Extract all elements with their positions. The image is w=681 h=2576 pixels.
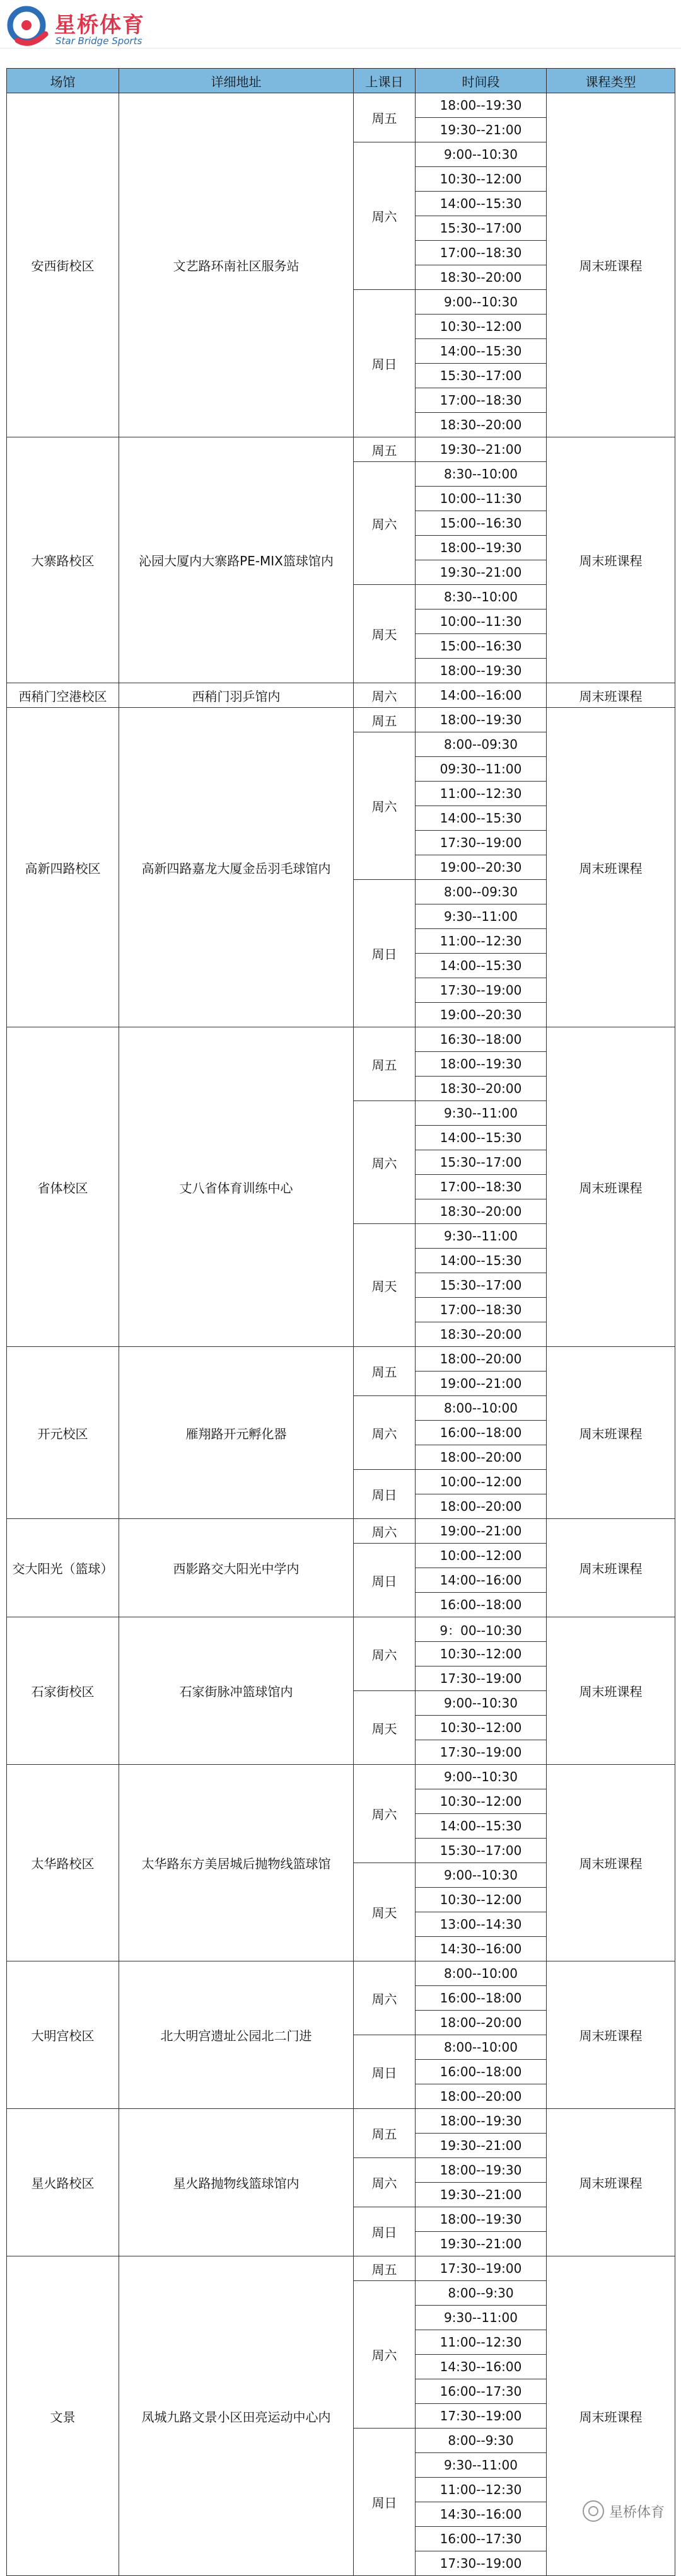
venue-name-cell: 安西街校区 (7, 93, 119, 437)
time-slot-cell: 18:00--19:30 (416, 93, 547, 118)
time-slot-cell: 17:30--19:00 (416, 2256, 547, 2281)
time-slot-cell: 15:30--17:00 (416, 216, 547, 241)
time-slot-cell: 10:30--12:00 (416, 1888, 547, 1912)
venue-name-cell: 文景 (7, 2256, 119, 2576)
time-slot-cell: 8:00--10:00 (416, 1961, 547, 1986)
time-slot-cell: 14:00--15:30 (416, 192, 547, 216)
time-slot-cell: 16:00--17:30 (416, 2379, 547, 2404)
time-slot-cell: 11:00--12:30 (416, 2478, 547, 2502)
time-slot-cell: 18:00--19:30 (416, 659, 547, 683)
class-day-cell: 周五 (354, 708, 416, 732)
time-slot-cell: 13:00--14:30 (416, 1912, 547, 1937)
time-slot-cell: 14:30--16:00 (416, 2355, 547, 2379)
column-header-address: 详细地址 (119, 69, 354, 93)
time-slot-cell: 16:00--17:30 (416, 2527, 547, 2551)
class-day-cell: 周天 (354, 585, 416, 683)
venue-address-cell: 丈八省体育训练中心 (119, 1027, 354, 1347)
time-slot-cell: 18:00--19:30 (416, 2158, 547, 2183)
time-slot-cell: 18:30--20:00 (416, 265, 547, 290)
time-slot-cell: 9:30--11:00 (416, 2453, 547, 2478)
class-day-cell: 周六 (354, 1617, 416, 1691)
time-slot-cell: 9:00--10:30 (416, 142, 547, 167)
class-day-cell: 周六 (354, 1101, 416, 1224)
time-slot-cell: 16:00--18:00 (416, 1421, 547, 1445)
brand-name-en: Star Bridge Sports (55, 35, 143, 47)
time-slot-cell: 19:30--21:00 (416, 437, 547, 462)
column-header-day: 上课日 (354, 69, 416, 93)
venue-name-cell: 大明宫校区 (7, 1961, 119, 2109)
venue-name-cell: 星火路校区 (7, 2109, 119, 2256)
time-slot-cell: 9:30--11:00 (416, 904, 547, 929)
time-slot-cell: 8:00--09:30 (416, 880, 547, 904)
time-slot-cell: 9:00--10:30 (416, 1765, 547, 1789)
time-slot-cell: 18:30--20:00 (416, 1322, 547, 1347)
class-day-cell: 周六 (354, 2281, 416, 2429)
venue-name-cell: 高新四路校区 (7, 708, 119, 1027)
time-slot-cell: 15:30--17:00 (416, 364, 547, 388)
table-row (7, 1765, 675, 1789)
column-header-type: 课程类型 (547, 69, 675, 93)
time-slot-cell: 10:30--12:00 (416, 315, 547, 339)
time-slot-cell: 10:30--12:00 (416, 1789, 547, 1814)
time-slot-cell: 9:30--11:00 (416, 2306, 547, 2330)
time-slot-cell: 9:30--11:00 (416, 1224, 547, 1249)
time-slot-cell: 9:30--11:00 (416, 1101, 547, 1126)
venue-address-cell: 凤城九路文景小区田亮运动中心内 (119, 2256, 354, 2576)
class-day-cell: 周五 (354, 93, 416, 142)
course-type-cell: 周末班课程 (547, 683, 675, 708)
table-header-row (7, 69, 675, 93)
time-slot-cell: 8:00--9:30 (416, 2429, 547, 2453)
course-type-cell: 周末班课程 (547, 1519, 675, 1617)
class-day-cell: 周五 (354, 1027, 416, 1101)
time-slot-cell: 14:30--16:00 (416, 1937, 547, 1961)
class-day-cell: 周六 (354, 142, 416, 290)
time-slot-cell: 10:30--12:00 (416, 1642, 547, 1666)
class-day-cell: 周六 (354, 732, 416, 880)
class-day-cell: 周天 (354, 1224, 416, 1347)
time-slot-cell: 15:30--17:00 (416, 1150, 547, 1175)
wechat-icon (583, 2500, 604, 2522)
time-slot-cell: 14:00--15:30 (416, 339, 547, 364)
venue-name-cell: 大寨路校区 (7, 437, 119, 683)
time-slot-cell: 11:00--12:30 (416, 2330, 547, 2355)
venue-address-cell: 西稍门羽乒馆内 (119, 683, 354, 708)
course-type-cell: 周末班课程 (547, 1961, 675, 2109)
time-slot-cell: 19:30--21:00 (416, 2134, 547, 2158)
venue-name-cell: 太华路校区 (7, 1765, 119, 1961)
class-day-cell: 周日 (354, 880, 416, 1027)
venue-address-cell: 高新四路嘉龙大厦金岳羽毛球馆内 (119, 708, 354, 1027)
time-slot-cell: 18:30--20:00 (416, 1199, 547, 1224)
time-slot-cell: 18:00--19:30 (416, 2109, 547, 2134)
table-row (7, 683, 675, 708)
time-slot-cell: 14:00--15:30 (416, 806, 547, 831)
time-slot-cell: 17:30--19:00 (416, 2551, 547, 2576)
time-slot-cell: 17:30--19:00 (416, 1740, 547, 1765)
time-slot-cell: 9:00--10:30 (416, 1691, 547, 1716)
time-slot-cell: 14:00--15:30 (416, 1249, 547, 1273)
time-slot-cell: 9：00--10:30 (416, 1617, 547, 1642)
time-slot-cell: 16:00--18:00 (416, 1986, 547, 2011)
time-slot-cell: 19:30--21:00 (416, 118, 547, 142)
time-slot-cell: 14:00--15:30 (416, 1814, 547, 1839)
time-slot-cell: 17:00--18:30 (416, 1175, 547, 1199)
time-slot-cell: 15:00--16:30 (416, 511, 547, 536)
class-day-cell: 周六 (354, 1961, 416, 2035)
class-day-cell: 周天 (354, 1863, 416, 1961)
class-day-cell: 周五 (354, 1347, 416, 1396)
class-day-cell: 周日 (354, 2429, 416, 2576)
class-day-cell: 周六 (354, 1519, 416, 1544)
course-type-cell: 周末班课程 (547, 708, 675, 1027)
time-slot-cell: 17:00--18:30 (416, 241, 547, 265)
class-day-cell: 周日 (354, 290, 416, 437)
column-header-time: 时间段 (416, 69, 547, 93)
brand-name-cn: 星桥体育 (54, 13, 145, 38)
time-slot-cell: 17:30--19:00 (416, 831, 547, 855)
class-day-cell: 周六 (354, 683, 416, 708)
wechat-watermark (579, 2498, 668, 2524)
class-day-cell: 周日 (354, 2207, 416, 2256)
venue-address-cell: 北大明宫遗址公园北二门进 (119, 1961, 354, 2109)
table-row (7, 1027, 675, 1052)
venue-address-cell: 西影路交大阳光中学内 (119, 1519, 354, 1617)
time-slot-cell: 18:30--20:00 (416, 1077, 547, 1101)
table-body (7, 93, 675, 2576)
time-slot-cell: 16:00--18:00 (416, 2060, 547, 2084)
course-type-cell: 周末班课程 (547, 1617, 675, 1765)
time-slot-cell: 18:00--20:00 (416, 1347, 547, 1372)
table-row (7, 708, 675, 732)
time-slot-cell: 15:30--17:00 (416, 1273, 547, 1298)
class-day-cell: 周六 (354, 2158, 416, 2207)
time-slot-cell: 09:30--11:00 (416, 757, 547, 782)
table-row (7, 2109, 675, 2134)
class-day-cell: 周六 (354, 1396, 416, 1470)
time-slot-cell: 14:00--15:30 (416, 954, 547, 978)
table-row (7, 1617, 675, 1642)
venue-address-cell: 石家街脉冲篮球馆内 (119, 1617, 354, 1765)
course-type-cell: 周末班课程 (547, 2109, 675, 2256)
time-slot-cell: 15:30--17:00 (416, 1839, 547, 1863)
time-slot-cell: 19:00--20:30 (416, 1003, 547, 1027)
time-slot-cell: 17:00--18:30 (416, 1298, 547, 1322)
time-slot-cell: 15:00--16:30 (416, 634, 547, 659)
table-row (7, 2256, 675, 2281)
table-row (7, 1961, 675, 1986)
time-slot-cell: 14:30--16:00 (416, 2502, 547, 2527)
time-slot-cell: 19:30--21:00 (416, 560, 547, 585)
time-slot-cell: 11:00--12:30 (416, 929, 547, 954)
table-row (7, 437, 675, 462)
time-slot-cell: 19:00--20:30 (416, 855, 547, 880)
course-type-cell: 周末班课程 (547, 1027, 675, 1347)
time-slot-cell: 14:00--15:30 (416, 1126, 547, 1150)
time-slot-cell: 18:00--19:30 (416, 1052, 547, 1077)
time-slot-cell: 18:00--20:00 (416, 2011, 547, 2035)
course-type-cell: 周末班课程 (547, 1347, 675, 1519)
venue-name-cell: 交大阳光（篮球） (7, 1519, 119, 1617)
course-type-cell: 周末班课程 (547, 93, 675, 437)
table-row (7, 93, 675, 118)
venue-name-cell: 石家街校区 (7, 1617, 119, 1765)
course-type-cell: 周末班课程 (547, 2256, 675, 2576)
table-row (7, 1347, 675, 1372)
class-day-cell: 周六 (354, 462, 416, 585)
header-divider (0, 48, 681, 49)
venue-name-cell: 开元校区 (7, 1347, 119, 1519)
time-slot-cell: 16:00--18:00 (416, 1593, 547, 1617)
time-slot-cell: 8:00--10:00 (416, 1396, 547, 1421)
time-slot-cell: 8:00--9:30 (416, 2281, 547, 2306)
time-slot-cell: 11:00--12:30 (416, 782, 547, 806)
class-day-cell: 周五 (354, 437, 416, 462)
time-slot-cell: 8:30--10:00 (416, 585, 547, 609)
course-type-cell: 周末班课程 (547, 1765, 675, 1961)
venue-name-cell: 省体校区 (7, 1027, 119, 1347)
venue-address-cell: 文艺路环南社区服务站 (119, 93, 354, 437)
time-slot-cell: 17:30--19:00 (416, 978, 547, 1003)
time-slot-cell: 18:00--19:30 (416, 536, 547, 560)
time-slot-cell: 9:00--10:30 (416, 290, 547, 315)
time-slot-cell: 10:00--12:00 (416, 1470, 547, 1494)
time-slot-cell: 10:00--11:30 (416, 609, 547, 634)
venue-address-cell: 雁翔路开元孵化器 (119, 1347, 354, 1519)
class-day-cell: 周日 (354, 1470, 416, 1519)
time-slot-cell: 10:30--12:00 (416, 167, 547, 192)
page-header (0, 0, 681, 63)
venue-name-cell: 西稍门空港校区 (7, 683, 119, 708)
time-slot-cell: 17:00--18:30 (416, 388, 547, 413)
watermark-text: 星桥体育 (608, 2504, 665, 2521)
time-slot-cell: 9:00--10:30 (416, 1863, 547, 1888)
venue-address-cell: 沁园大厦内大寨路PE-MIX篮球馆内 (119, 437, 354, 683)
time-slot-cell: 10:30--12:00 (416, 1716, 547, 1740)
time-slot-cell: 8:00--10:00 (416, 2035, 547, 2060)
schedule-table (6, 68, 675, 2576)
time-slot-cell: 18:00--19:30 (416, 708, 547, 732)
venue-address-cell: 星火路抛物线篮球馆内 (119, 2109, 354, 2256)
time-slot-cell: 10:00--11:30 (416, 487, 547, 511)
venue-address-cell: 太华路东方美居城后抛物线篮球馆 (119, 1765, 354, 1961)
class-day-cell: 周日 (354, 2035, 416, 2109)
time-slot-cell: 18:00--20:00 (416, 1494, 547, 1519)
time-slot-cell: 10:00--12:00 (416, 1544, 547, 1568)
class-day-cell: 周日 (354, 1544, 416, 1617)
time-slot-cell: 19:30--21:00 (416, 2232, 547, 2256)
time-slot-cell: 18:30--20:00 (416, 413, 547, 437)
time-slot-cell: 19:30--21:00 (416, 2183, 547, 2207)
time-slot-cell: 17:30--19:00 (416, 2404, 547, 2429)
time-slot-cell: 19:00--21:00 (416, 1372, 547, 1396)
time-slot-cell: 18:00--20:00 (416, 2084, 547, 2109)
time-slot-cell: 14:00--16:00 (416, 683, 547, 708)
time-slot-cell: 18:00--20:00 (416, 1445, 547, 1470)
time-slot-cell: 14:00--16:00 (416, 1568, 547, 1593)
logo-mark-icon (5, 4, 54, 52)
class-day-cell: 周六 (354, 1765, 416, 1863)
brand-logo (5, 4, 188, 54)
course-type-cell: 周末班课程 (547, 437, 675, 683)
time-slot-cell: 8:30--10:00 (416, 462, 547, 487)
time-slot-cell: 18:00--19:30 (416, 2207, 547, 2232)
time-slot-cell: 17:30--19:00 (416, 1666, 547, 1691)
time-slot-cell: 16:30--18:00 (416, 1027, 547, 1052)
class-day-cell: 周天 (354, 1691, 416, 1765)
time-slot-cell: 8:00--09:30 (416, 732, 547, 757)
table-row (7, 1519, 675, 1544)
class-day-cell: 周五 (354, 2109, 416, 2158)
column-header-venue: 场馆 (7, 69, 119, 93)
time-slot-cell: 19:00--21:00 (416, 1519, 547, 1544)
class-day-cell: 周五 (354, 2256, 416, 2281)
